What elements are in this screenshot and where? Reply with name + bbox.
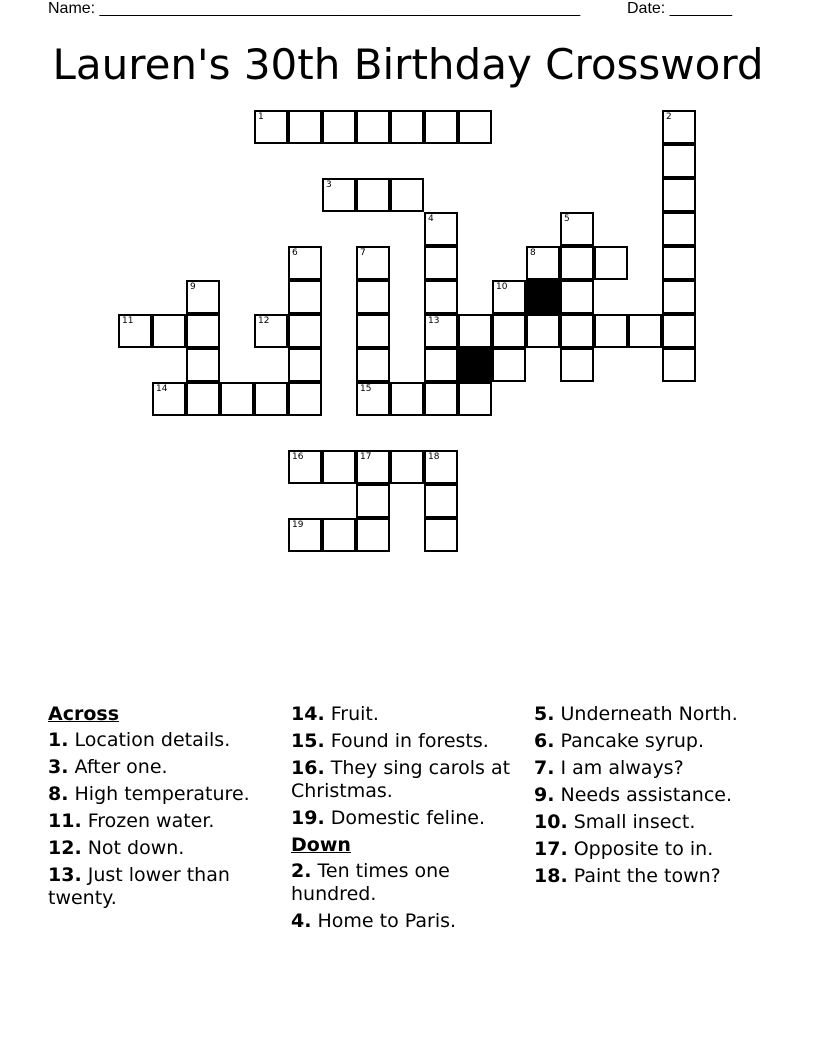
clue-number: 16 bbox=[292, 452, 304, 462]
date-field[interactable]: Date: _______ bbox=[627, 0, 732, 17]
grid-cell[interactable] bbox=[288, 314, 322, 348]
down-clue bbox=[534, 838, 754, 861]
grid-cell[interactable] bbox=[492, 280, 526, 314]
grid-cell[interactable] bbox=[424, 246, 458, 280]
grid-cell[interactable] bbox=[492, 348, 526, 382]
across-clue bbox=[291, 757, 526, 803]
down-clue bbox=[534, 811, 754, 834]
grid-cell[interactable] bbox=[662, 348, 696, 382]
grid-cell[interactable] bbox=[424, 212, 458, 246]
grid-cell[interactable] bbox=[560, 314, 594, 348]
clues-column-1 bbox=[48, 703, 283, 914]
grid-cell[interactable] bbox=[356, 348, 390, 382]
grid-cell[interactable] bbox=[424, 382, 458, 416]
across-clue bbox=[48, 837, 283, 860]
clue-num: 15. bbox=[291, 730, 325, 752]
clue-text: Paint the town? bbox=[573, 865, 721, 887]
across-clue bbox=[291, 807, 526, 830]
clue-number: 19 bbox=[292, 520, 304, 530]
down-clue bbox=[534, 865, 754, 888]
grid-cell[interactable] bbox=[594, 246, 628, 280]
grid-cell[interactable] bbox=[356, 450, 390, 484]
grid-cell[interactable] bbox=[662, 280, 696, 314]
across-clue bbox=[48, 756, 283, 779]
clue-num: 9. bbox=[534, 784, 555, 806]
grid-cell[interactable] bbox=[594, 314, 628, 348]
across-clue bbox=[48, 810, 283, 833]
clue-num: 3. bbox=[48, 756, 69, 778]
page-title: Lauren's 30th Birthday Crossword bbox=[52, 40, 764, 89]
down-heading: Down bbox=[291, 834, 351, 856]
clue-text: Underneath North. bbox=[560, 703, 738, 725]
grid-cell[interactable] bbox=[492, 314, 526, 348]
grid-cell[interactable] bbox=[186, 280, 220, 314]
clue-number: 2 bbox=[666, 112, 672, 122]
clue-num: 17. bbox=[534, 838, 568, 860]
clue-num: 5. bbox=[534, 703, 555, 725]
grid-cell[interactable] bbox=[560, 348, 594, 382]
grid-cell[interactable] bbox=[390, 382, 424, 416]
grid-cell[interactable] bbox=[390, 450, 424, 484]
clue-number: 18 bbox=[428, 452, 440, 462]
clue-num: 19. bbox=[291, 807, 325, 829]
grid-cell[interactable] bbox=[356, 382, 390, 416]
clue-num: 10. bbox=[534, 811, 568, 833]
clue-num: 8. bbox=[48, 783, 69, 805]
clue-number: 17 bbox=[360, 452, 372, 462]
clue-text: Pancake syrup. bbox=[560, 730, 705, 752]
black-cell bbox=[458, 348, 492, 382]
clue-number: 13 bbox=[428, 316, 440, 326]
clue-number: 9 bbox=[190, 282, 196, 292]
grid-cell[interactable] bbox=[662, 314, 696, 348]
down-clue bbox=[291, 860, 526, 906]
across-clue bbox=[291, 730, 526, 753]
clue-number: 1 bbox=[258, 112, 264, 122]
clue-text: Just lower than twenty. bbox=[48, 864, 230, 909]
grid-cell[interactable] bbox=[356, 246, 390, 280]
grid-cell[interactable] bbox=[288, 450, 322, 484]
grid-cell[interactable] bbox=[220, 382, 254, 416]
clue-text: Location details. bbox=[74, 729, 231, 751]
grid-cell[interactable] bbox=[356, 280, 390, 314]
across-heading: Across bbox=[48, 703, 120, 725]
clue-text: After one. bbox=[74, 756, 168, 778]
grid-cell[interactable] bbox=[356, 110, 390, 144]
across-clue bbox=[291, 703, 526, 726]
grid-cell[interactable] bbox=[186, 314, 220, 348]
clue-number: 4 bbox=[428, 214, 434, 224]
grid-cell[interactable] bbox=[662, 110, 696, 144]
black-cell bbox=[526, 280, 560, 314]
grid-cell[interactable] bbox=[322, 178, 356, 212]
clue-number: 8 bbox=[530, 248, 536, 258]
grid-cell[interactable] bbox=[662, 144, 696, 178]
clue-num: 12. bbox=[48, 837, 82, 859]
grid-cell[interactable] bbox=[424, 450, 458, 484]
clue-num: 14. bbox=[291, 703, 325, 725]
down-clue bbox=[534, 784, 754, 807]
across-clue bbox=[48, 729, 283, 752]
grid-cell[interactable] bbox=[662, 212, 696, 246]
clue-text: High temperature. bbox=[74, 783, 250, 805]
grid-cell[interactable] bbox=[424, 348, 458, 382]
grid-cell[interactable] bbox=[458, 314, 492, 348]
grid-cell[interactable] bbox=[152, 314, 186, 348]
grid-cell[interactable] bbox=[322, 110, 356, 144]
clue-number: 3 bbox=[326, 180, 332, 190]
clue-num: 16. bbox=[291, 757, 325, 779]
clue-text: Frozen water. bbox=[87, 810, 215, 832]
grid-cell[interactable] bbox=[560, 212, 594, 246]
down-clue bbox=[291, 910, 526, 933]
clue-num: 11. bbox=[48, 810, 82, 832]
grid-cell[interactable] bbox=[288, 348, 322, 382]
clue-number: 5 bbox=[564, 214, 570, 224]
grid-cell[interactable] bbox=[458, 110, 492, 144]
clues-column-3 bbox=[534, 703, 754, 892]
clue-num: 4. bbox=[291, 910, 312, 932]
grid-cell[interactable] bbox=[322, 518, 356, 552]
clue-text: They sing carols at Christmas. bbox=[291, 757, 511, 802]
clue-text: Fruit. bbox=[330, 703, 379, 725]
across-clue bbox=[48, 783, 283, 806]
grid-cell[interactable] bbox=[152, 382, 186, 416]
clue-text: Needs assistance. bbox=[560, 784, 733, 806]
clue-text: Home to Paris. bbox=[317, 910, 457, 932]
grid-cell[interactable] bbox=[424, 314, 458, 348]
clue-num: 2. bbox=[291, 860, 312, 882]
clue-text: I am always? bbox=[560, 757, 684, 779]
grid-cell[interactable] bbox=[288, 280, 322, 314]
grid-cell[interactable] bbox=[186, 348, 220, 382]
down-clue bbox=[534, 703, 754, 726]
grid-cell[interactable] bbox=[322, 450, 356, 484]
clue-text: Small insect. bbox=[573, 811, 696, 833]
grid-cell[interactable] bbox=[254, 314, 288, 348]
clues-column-2 bbox=[291, 703, 526, 937]
grid-cell[interactable] bbox=[628, 314, 662, 348]
grid-cell[interactable] bbox=[390, 178, 424, 212]
clue-num: 1. bbox=[48, 729, 69, 751]
grid-cell[interactable] bbox=[288, 518, 322, 552]
clue-number: 6 bbox=[292, 248, 298, 258]
clue-text: Domestic feline. bbox=[330, 807, 485, 829]
clue-num: 7. bbox=[534, 757, 555, 779]
grid-cell[interactable] bbox=[390, 110, 424, 144]
clue-num: 13. bbox=[48, 864, 82, 886]
clue-number: 12 bbox=[258, 316, 270, 326]
grid-cell[interactable] bbox=[526, 246, 560, 280]
grid-cell[interactable] bbox=[186, 382, 220, 416]
grid-cell[interactable] bbox=[424, 280, 458, 314]
down-clue bbox=[534, 757, 754, 780]
grid-cell[interactable] bbox=[560, 246, 594, 280]
grid-cell[interactable] bbox=[356, 314, 390, 348]
grid-cell[interactable] bbox=[288, 110, 322, 144]
grid-cell[interactable] bbox=[424, 518, 458, 552]
down-clue bbox=[534, 730, 754, 753]
grid-cell[interactable] bbox=[424, 484, 458, 518]
grid-cell[interactable] bbox=[254, 382, 288, 416]
grid-cell[interactable] bbox=[288, 246, 322, 280]
clue-number: 10 bbox=[496, 282, 508, 292]
clue-number: 7 bbox=[360, 248, 366, 258]
grid-cell[interactable] bbox=[118, 314, 152, 348]
grid-cell[interactable] bbox=[526, 314, 560, 348]
grid-cell[interactable] bbox=[662, 178, 696, 212]
clue-number: 11 bbox=[122, 316, 134, 326]
across-clue bbox=[48, 864, 283, 910]
grid-cell[interactable] bbox=[356, 518, 390, 552]
grid-cell[interactable] bbox=[560, 280, 594, 314]
grid-cell[interactable] bbox=[424, 110, 458, 144]
grid-cell[interactable] bbox=[662, 246, 696, 280]
clue-num: 18. bbox=[534, 865, 568, 887]
grid-cell[interactable] bbox=[254, 110, 288, 144]
clue-number: 15 bbox=[360, 384, 372, 394]
clue-text: Found in forests. bbox=[330, 730, 489, 752]
name-field[interactable]: Name: ______________________________________________________ bbox=[48, 0, 581, 17]
clue-text: Opposite to in. bbox=[573, 838, 714, 860]
clue-text: Ten times one hundred. bbox=[291, 860, 450, 905]
grid-cell[interactable] bbox=[356, 484, 390, 518]
clue-number: 14 bbox=[156, 384, 168, 394]
grid-cell[interactable] bbox=[458, 382, 492, 416]
clue-num: 6. bbox=[534, 730, 555, 752]
grid-cell[interactable] bbox=[356, 178, 390, 212]
clue-text: Not down. bbox=[87, 837, 185, 859]
grid-cell[interactable] bbox=[288, 382, 322, 416]
